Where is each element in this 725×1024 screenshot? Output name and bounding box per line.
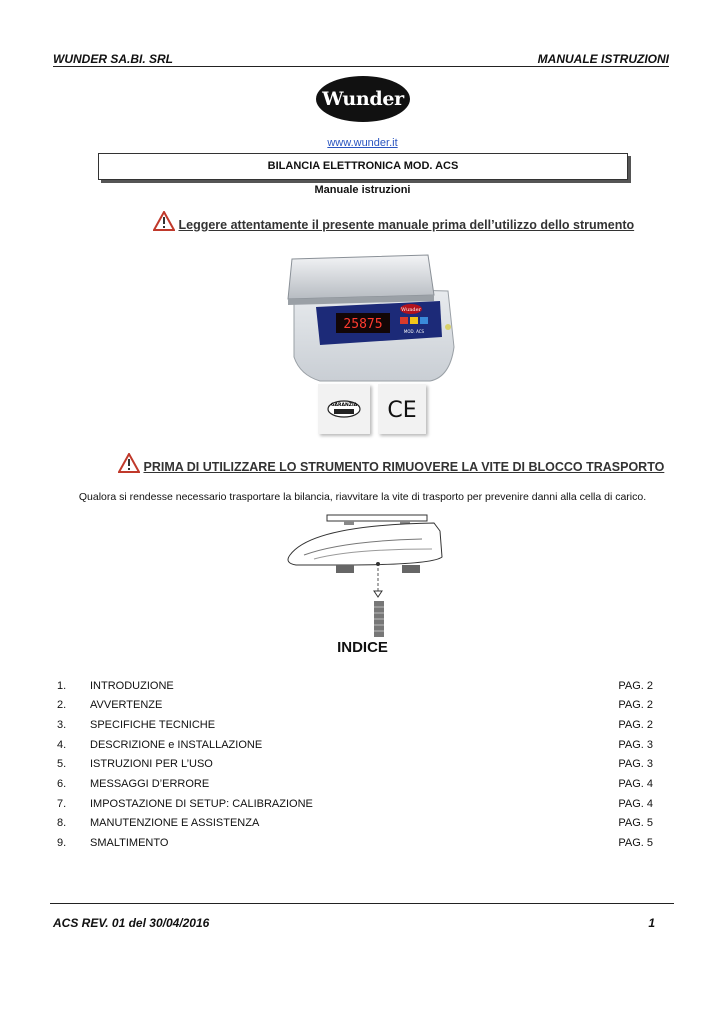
scale-display: 25875 xyxy=(343,317,383,332)
toc-page: PAG. 2 xyxy=(618,699,653,711)
footer-revision: ACS REV. 01 del 30/04/2016 xyxy=(53,916,210,930)
toc-num: 4. xyxy=(57,739,67,751)
scale-image xyxy=(280,247,458,383)
toc-title[interactable]: MESSAGGI D’ERRORE xyxy=(90,778,210,790)
toc-title[interactable]: MANUTENZIONE E ASSISTENZA xyxy=(90,817,260,829)
toc-page: PAG. 2 xyxy=(618,719,653,731)
toc-title[interactable]: DESCRIZIONE e INSTALLAZIONE xyxy=(90,739,263,751)
toc-num: 6. xyxy=(57,778,67,790)
warning-text: Leggere attentamente il presente manuale prima dell’utilizzo dello strumento xyxy=(178,218,635,232)
wunder-logo: Wunder xyxy=(316,76,410,122)
warning-read-manual xyxy=(153,211,634,232)
subtitle: Manuale istruzioni xyxy=(314,184,411,196)
toc-page: PAG. 2 xyxy=(618,680,653,692)
index-title: INDICE xyxy=(337,639,388,656)
svg-text:CE: CE xyxy=(387,398,417,423)
transport-note: Qualora si rendesse necessario trasportare la bilancia, riavvitare la vite di trasporto per prevenire danni alla cella di carico. xyxy=(78,491,647,503)
website-link[interactable]: www.wunder.it xyxy=(327,137,398,149)
toc-num: 5. xyxy=(57,758,67,770)
key-blue-icon xyxy=(420,317,428,324)
header-company: WUNDER SA.BI. SRL xyxy=(53,52,173,66)
page-number: 1 xyxy=(648,916,655,930)
warranty-badge xyxy=(318,384,370,434)
toc-page: PAG. 3 xyxy=(618,758,653,770)
toc-num: 9. xyxy=(57,837,67,849)
toc-page: PAG. 4 xyxy=(618,798,653,810)
warning-triangle-icon xyxy=(153,211,175,231)
toc-num: 3. xyxy=(57,719,67,731)
header-rule xyxy=(53,66,669,67)
toc-page: PAG. 5 xyxy=(618,817,653,829)
key-yellow-icon xyxy=(410,317,418,324)
warning-triangle-icon xyxy=(118,453,140,473)
toc-num: 8. xyxy=(57,817,67,829)
ce-mark-icon xyxy=(378,384,426,434)
toc-title[interactable]: SMALTIMENTO xyxy=(90,837,169,849)
toc-page: PAG. 4 xyxy=(618,778,653,790)
toc-title[interactable]: ISTRUZIONI PER L’USO xyxy=(90,758,213,770)
footer-rule xyxy=(50,903,674,904)
garanzia-seal-icon xyxy=(318,384,370,434)
svg-text:MOD. ACS: MOD. ACS xyxy=(403,329,425,334)
ce-badge xyxy=(378,384,426,434)
header-doc-type: MANUALE ISTRUZIONI xyxy=(537,52,669,66)
toc-title[interactable]: INTRODUZIONE xyxy=(90,680,174,692)
title-box: BILANCIA ELETTRONICA MOD. ACS xyxy=(98,153,628,180)
svg-text:GARANZIA: GARANZIA xyxy=(330,403,358,408)
toc-num: 1. xyxy=(57,680,67,692)
warning-text: PRIMA DI UTILIZZARE LO STRUMENTO RIMUOVERE LA VITE DI BLOCCO TRASPORTO xyxy=(143,460,665,474)
key-red-icon xyxy=(400,317,408,324)
svg-text:Wunder: Wunder xyxy=(401,307,421,313)
toc-page: PAG. 5 xyxy=(618,837,653,849)
transport-screw-diagram xyxy=(282,511,444,641)
warning-transport-screw xyxy=(118,453,664,474)
toc-num: 2. xyxy=(57,699,67,711)
toc-title[interactable]: IMPOSTAZIONE DI SETUP: CALIBRAZIONE xyxy=(90,798,313,810)
toc-title[interactable]: SPECIFICHE TECNICHE xyxy=(90,719,216,731)
toc-num: 7. xyxy=(57,798,67,810)
toc-page: PAG. 3 xyxy=(618,739,653,751)
toc-title[interactable]: AVVERTENZE xyxy=(90,699,163,711)
